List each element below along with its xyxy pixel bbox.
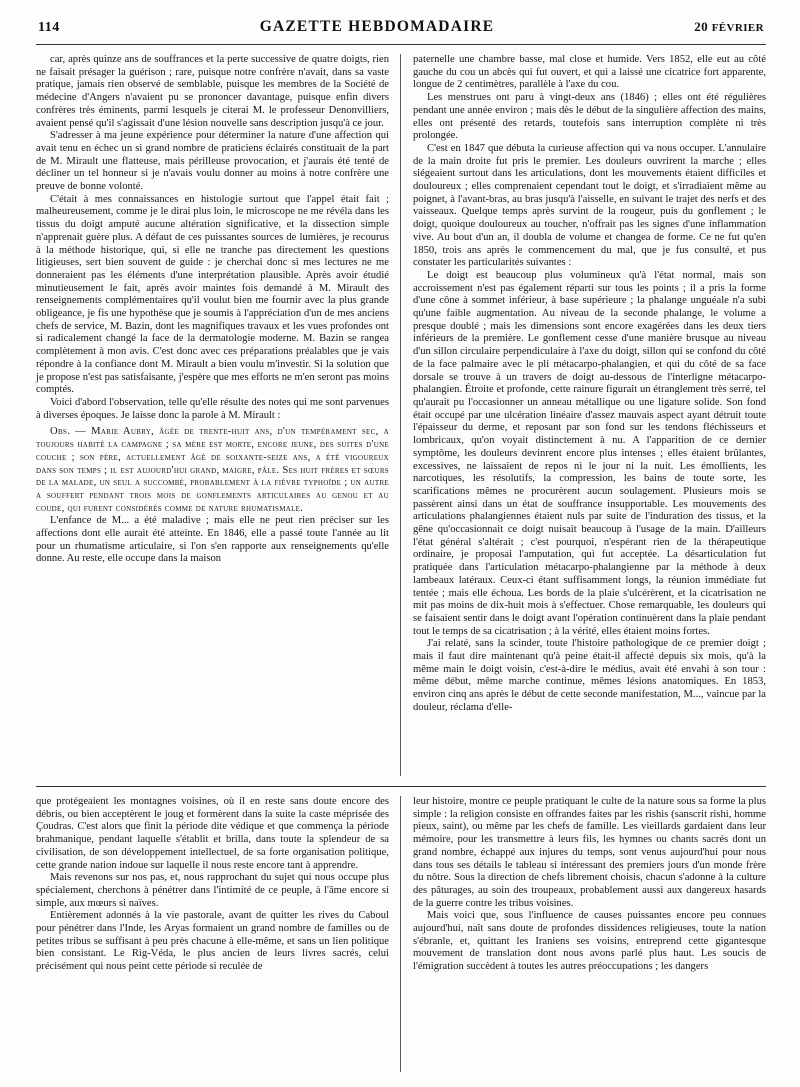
issue-date [694,19,764,35]
paragraph: S'adresser à ma jeune expérience pour déterminer la nature d'une affection qui avait tenu en échec un si grand nombre de praticiens éclairés constituait de la part de M. Mirault une flatteuse, mais périlleuse provocation, et j'aurais été tenté de décliner un tel honneur si je n'avais voulu donner au moins à notre confrère une preuve de bonne volonté. [36,130,389,193]
paragraph: Mais revenons sur nos pas, et, nous rapprochant du sujet qui nous occupe plus spécialement, cherchons à pénétrer dans l'intimité de ce peuple, à l'âme encore si simple, aux mœurs si naïves. [36,872,389,909]
publication-title: GAZETTE HEBDOMADAIRE [259,18,495,35]
paragraph: Entièrement adonnés à la vie pastorale, avant de quitter les rives du Caboul pour pénétrer dans l'Inde, les Aryas formaient un grand nombre de familles ou de petites tribus se suffisant à peu près chacune à elle-même, et sans un lien politique bien consistant. Le Rig-Véda, le plus ancien de leurs livres sacrés, celui précisément qui nous peint cette période si reculée de [36,910,389,973]
paragraph: Le doigt est beaucoup plus volumineux qu'à l'état normal, mais son accroissement n'est pas également réparti sur tous les points ; il a pris la forme d'une cône à sommet inférieur, à base supérieure ; la phalange unguéale n'a subi qu'une faible augmentation. Au niveau de la seconde phalange, le volume a presque doublé ; mais les dimensions sont encore exagérées dans les deux tiers inférieurs de la première. Le gonflement cesse d'une manière brusque au niveau d'un sillon circulaire perpendiculaire à l'axe du doigt, sillon qui se confond du côté de la face palmaire avec le pli métacarpo-phalangien, et qui du côté de sa face dorsale se trouve à un travers de doigt au-dessous de l'interligne métacarpo-phalangien. Étroite et profonde, cette rainure figurait un étranglement très serré, tel qu'aurait pu l'occasionner un anneau métallique ou une ligature solide. Son fond était occupé par une ulcération linéaire d'assez mauvais aspect ayant détruit toute l'épaisseur du derme, et reposant par son fond sur les tendons fléchisseurs et lombricaux, qu'on voyait distinctement à nu. A l'apparition de ce dernier symptôme, les douleurs devinrent encore plus intenses ; elles étaient brûlantes, excessives, ne laissaient de repos ni le jour ni la nuit. Les émollients, les narcotiques, les résolutifs, la compression, les bains de toute sorte, les scarifications mêmes ne procurèrent aucun soulagement. Plusieurs mois se passèrent ainsi dans un état de souffrance insupportable. Les mouvements des articulations phalangiennes étaient nuls par suite de l'induration des tissus, et la gêne qu'occasionnait ce doigt nuisait beaucoup à l'usage de la main. D'ailleurs l'état général s'altérait ; c'est pourquoi, n'espérant rien de la thérapeutique ordinaire, je proposai l'amputation, qui fut acceptée. La désarticulation fut pratiquée dans l'articulation métacarpo-phalangienne par la méthode à deux lambeaux latéraux. Ceux-ci étant suffisamment longs, la réunion immédiate fut tentée ; mais elle échoua. Les bords de la plaie s'ulcérèrent, et la cicatrisation ne mit pas moins de dix-huit mois à s'effectuer. Chose remarquable, les douleurs qui se faisaient sentir dans le doigt avant l'opération continuèrent dans la plaie pendant tout le temps de sa cicatrisation ; à la vérité, elles étaient moins fortes. [413,269,766,637]
feuilleton-rule [36,786,766,787]
main-left-column [36,54,399,778]
paragraph: leur histoire, montre ce peuple pratiquant le culte de la nature sous sa forme la plus simple : la religion consiste en offrandes faites par les rishis (sanscrit rishi, homme pieux, saint), ou même par les chefs de famille. Les vieillards gardaient dans leur mémoire, pour les transmettre à leurs fils, les hymnes ou chants sacrés dont un grand nombre, échappé aux injures du temps, sont venus aujourd'hui pour nous dans tous ses détails le tableau si intéressant des premiers jours d'un monde frère du nôtre. Sous la direction de chefs librement choisis, chacun s'adonne à la culture des pâturages, au soin des troupeaux, probablement aussi aux dangereux hasards de la guerre contre les tribus voisines. [413,796,766,909]
feuilleton-right-column [402,796,766,1074]
page-header [38,18,764,44]
column-divider [400,54,401,776]
paragraph: paternelle une chambre basse, mal close et humide. Vers 1852, elle eut au côté gauche du cou un abcès qui fut ouvert, et qui a laissé une cicatrice fort apparente, longue de 2 centimètres, parallèle à l'axe du cou. [413,54,766,91]
header-rule [36,44,766,45]
feuilleton-left-column [36,796,399,1074]
paragraph: car, après quinze ans de souffrances et la perte successive de quatre doigts, rien ne faisait présager la guérison ; rare, puisque notre confrère n'avait, dans sa vaste pratique, jamais rien observé de semblable, puisque les membres de la Société de médecine d'Angers n'avaient pu se prononcer davantage, puisque enfin divers confrères très éminents, parmi lesquels je citerai M. le professeur Denonvilliers, avaient pensé qu'il s'agissait d'une lésion nouvelle sans description jusqu'à ce jour. [36,54,389,129]
main-body [36,54,766,778]
paragraph: Les menstrues ont paru à vingt-deux ans (1846) ; elles ont été régulières pendant une année environ ; mais dès le début de la singulière affection des mains, elles ont présenté des retards, toutefois sans interruption complète ni très prolongée. [413,92,766,142]
paragraph: C'est en 1847 que débuta la curieuse affection qui va nous occuper. L'annulaire de la main droite fut pris le premier. Les douleurs ouvrirent la marche ; elles siégeaient surtout dans les articulations, dont les mouvements étaient difficiles et douloureux ; elles comprenaient cependant tout le doigt, et s'irradiaient même au poignet, à l'avant-bras, au bras jusqu'à l'aisselle, en suivant le trajet des nerfs et des vaisseaux. Quelque temps après survint de la rougeur, puis du gonflement ; le doigt, quoique douloureux au toucher, n'offrait pas les signes d'une inflammation vive. Au bout d'un an, il doubla de volume et changea de forme. Ce ne fut qu'en 1850, trois ans après le commencement du mal, que je fus consulté, et pus constater les particularités suivantes : [413,142,766,269]
paragraph: L'enfance de M... a été maladive ; mais elle ne peut rien préciser sur les affections dont elle aurait été atteinte. En 1846, elle a passé toute l'année au lit pour un rhumatisme articulaire, si l'on s'en rapporte aux renseignements qu'elle donne. Au reste, elle occupe dans la maison [36,515,389,565]
issue-date-month: FÉVRIER [711,22,764,34]
paragraph: C'était à mes connaissances en histologie surtout que l'appel était fait ; malheureusement, comme je le dirai plus loin, le microscope ne me révéla dans les tissus du doigt amputé aucune altération significative, et la dissection simple n'apprenait guère plus. A défaut de ces puissantes sources de lumières, je recourus à la méthode historique, qui, si elle ne tranche pas directement les questions litigieuses, sert bien souvent de guide : je cherchai donc si mes lectures ne me donneraient pas les éléments d'une interprétation plausible. Après avoir étudié minutieusement le fait, après avoir maintes fois demandé à M. Mirault des renseignements complémentaires qu'il voulut bien me fournir avec la plus grande obligeance, je fis une hypothèse que je soumis à l'appréciation d'un de mes anciens chefs de service, M. Bazin, dont les magnifiques travaux et les vues profondes ont si radicalement changé la face de la dermatologie moderne. M. Bazin se rangea complètement à mon avis. C'est donc avec ces préparations préalables que je vais répondre à la confiance dont M. Mirault a bien voulu m'investir. Si la solution que je propose n'est pas satisfaisante, j'espère que mes efforts ne m'en seront pas moins comptés. [36,193,389,396]
paragraph: J'ai relaté, sans la scinder, toute l'histoire pathologique de ce premier doigt ; mais il faut dire maintenant qu'à peine était-il affecté depuis six mois, qu'à la même main le doigt voisin, c'est-à-dire le médius, avait été envahi à son tour : même début, même marche continue, mêmes lésions anatomiques. En 1853, environ cinq ans après le début de cette seconde manifestation, M..., vaincue par la douleur, réclama d'elle- [413,638,766,713]
feuilleton-column-divider [400,796,401,1072]
observation-paragraph: Obs. — Marie Aubry, âgée de trente-huit ans, d'un tempérament sec, a toujours habité la campagne ; sa mère est morte, encore jeune, des suites d'une couche ; son père, actuellement âgé de soixante-seize ans, a été vigoureux dans son temps ; il est aujourd'hui grand, maigre, pâle. Ses huit frères et sœurs de la malade, un seul a succombé, probablement à la fièvre typhoïde ; un autre a souffert pendant trois mois de gonflements articulaires au genou et au coude, qui furent considérés comme de nature rhumatismale. [36,426,389,514]
folio-number: 114 [38,20,60,35]
paragraph: Voici d'abord l'observation, telle qu'elle résulte des notes qui me sont parvenues à diverses époques. Je laisse donc la parole à M. Mirault : [36,396,389,421]
main-right-column [402,54,766,778]
feuilleton-section [36,796,766,1074]
issue-date-day: 20 [694,19,709,34]
paragraph: Mais voici que, sous l'influence de causes puissantes encore peu connues aujourd'hui, naît sans doute de profondes dissidences religieuses, toute la nation s'ébranle, et, quittant les Iraniens ses voisins, entreprend cette gigantesque mouvement de translation dont nous avons parlé plus haut. Les soucis de l'émigration succèdent à toutes les autres préoccupations ; les dangers [413,910,766,973]
paragraph: que protégeaient les montagnes voisines, où il en reste sans doute encore des débris, ou bien acceptèrent le joug et formèrent dans la suite la caste méprisée des Çoudras. C'est alors que finit la période dite védique et que commença la période brahmanique, pendant laquelle s'établit et brilla, dans toute la splendeur de sa civilisation, de son développement intellectuel, de sa forte organisation politique, cette grande nation indoue sur laquelle il nous reste encore tant à apprendre. [36,796,389,871]
